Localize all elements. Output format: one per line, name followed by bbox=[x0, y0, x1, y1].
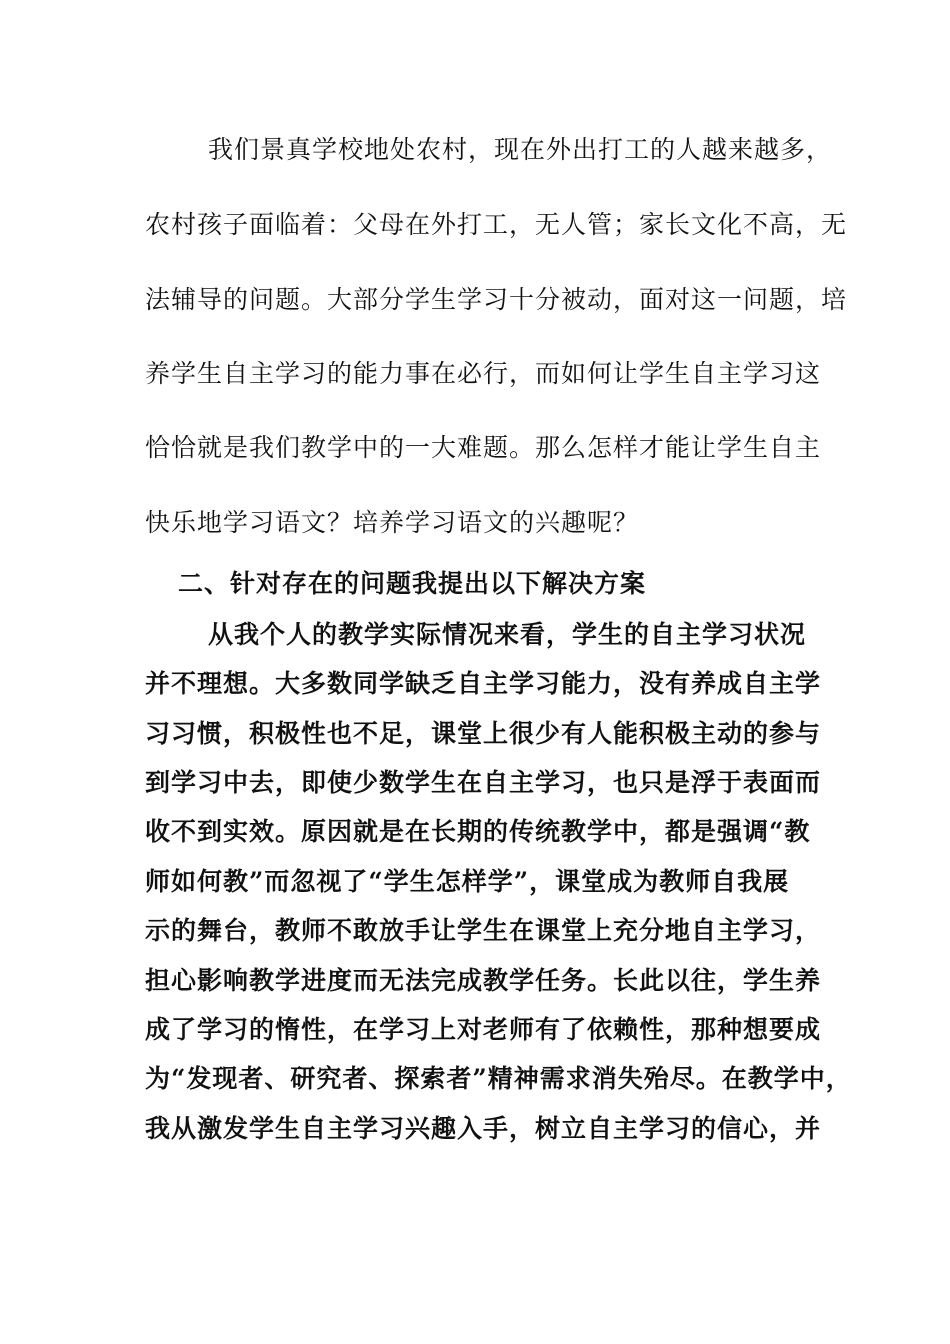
paragraph-1-line-5: 恰恰就是我们教学中的一大难题。那么怎样才能让学生自主 bbox=[145, 433, 822, 462]
paragraph-1-line-2: 农村孩子面临着：父母在外打工，无人管；家长文化不高，无 bbox=[145, 210, 848, 239]
paragraph-1-line-3: 法辅导的问题。大部分学生学习十分被动，面对这一问题，培 bbox=[145, 285, 848, 314]
paragraph-2-line-7: 示的舞台，教师不敢放手让学生在课堂上充分地自主学习， bbox=[145, 916, 822, 945]
paragraph-2-line-6: 师如何教”而忽视了“学生怎样学”，课堂成为教师自我展 bbox=[145, 867, 790, 896]
paragraph-2-line-5: 收不到实效。原因就是在长期的传统教学中，都是强调“教 bbox=[145, 817, 811, 846]
paragraph-2-line-3: 习习惯，积极性也不足，课堂上很少有人能积极主动的参与 bbox=[145, 719, 822, 748]
section-heading: 二、针对存在的问题我提出以下解决方案 bbox=[178, 569, 647, 598]
paragraph-2-line-8: 担心影响教学进度而无法完成教学任务。长此以往，学生养 bbox=[145, 966, 822, 995]
paragraph-1-line-4: 养学生自主学习的能力事在必行，而如何让学生自主学习这 bbox=[145, 359, 822, 388]
paragraph-1-line-1: 我们景真学校地处农村，现在外出打工的人越来越多， bbox=[208, 135, 833, 164]
paragraph-2-line-9: 成了学习的惰性，在学习上对老师有了依赖性，那种想要成 bbox=[145, 1015, 822, 1044]
paragraph-2-line-4: 到学习中去，即使少数学生在自主学习，也只是浮于表面而 bbox=[145, 768, 822, 797]
paragraph-2-line-2: 并不理想。大多数同学缺乏自主学习能力，没有养成自主学 bbox=[145, 669, 822, 698]
paragraph-1-line-6: 快乐地学习语文？培养学习语文的兴趣呢？ bbox=[145, 508, 640, 537]
paragraph-2-line-10: 为“发现者、研究者、探索者”精神需求消失殆尽。在教学中， bbox=[145, 1064, 852, 1093]
paragraph-2-line-11: 我从激发学生自主学习兴趣入手，树立自主学习的信心，并 bbox=[145, 1114, 822, 1143]
paragraph-2-line-1: 从我个人的教学实际情况来看，学生的自主学习状况 bbox=[208, 620, 807, 649]
